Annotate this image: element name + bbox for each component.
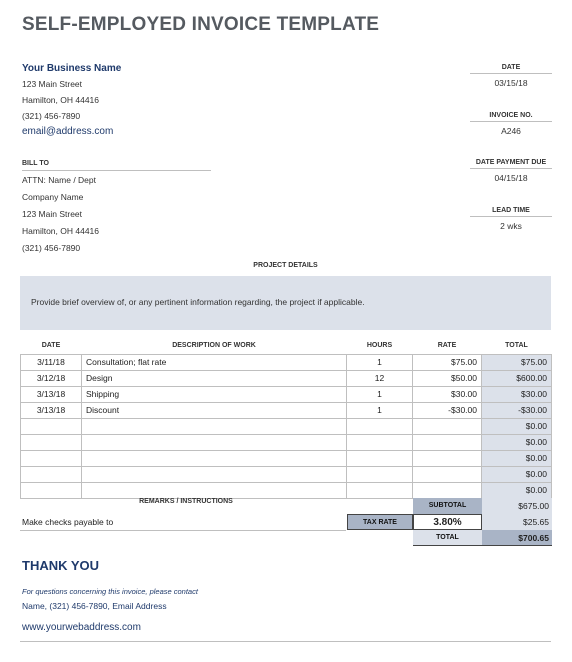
row-rate[interactable] xyxy=(413,418,482,434)
row-hours[interactable]: 1 xyxy=(347,386,413,402)
date-label: DATE xyxy=(470,62,552,74)
row-rate[interactable]: $30.00 xyxy=(413,386,482,402)
footer-divider xyxy=(20,641,551,642)
bill-to xyxy=(22,156,211,256)
col-header-rate: RATE xyxy=(437,342,457,350)
tax-rate-label: TAX RATE xyxy=(347,514,413,530)
row-description[interactable]: Shipping xyxy=(82,386,347,402)
row-hours[interactable] xyxy=(347,418,413,434)
table-row xyxy=(21,418,552,434)
bill-to-city[interactable]: Hamilton, OH 44416 xyxy=(22,226,100,236)
row-date[interactable]: 3/13/18 xyxy=(21,402,82,418)
contact-note: For questions concerning this invoice, please contact xyxy=(22,587,198,596)
row-total: $0.00 xyxy=(482,466,552,482)
row-hours[interactable] xyxy=(347,466,413,482)
table-row xyxy=(21,450,552,466)
row-rate[interactable]: $50.00 xyxy=(413,370,482,386)
date-value[interactable]: 03/15/18 xyxy=(494,78,528,88)
row-description[interactable]: Consultation; flat rate xyxy=(82,354,347,370)
bill-to-street[interactable]: 123 Main Street xyxy=(22,209,83,219)
page-title: SELF-EMPLOYED INVOICE TEMPLATE xyxy=(22,14,380,35)
row-hours[interactable] xyxy=(347,434,413,450)
row-rate[interactable] xyxy=(413,450,482,466)
tax-value: $25.65 xyxy=(482,514,552,530)
table-row xyxy=(21,466,552,482)
row-date[interactable] xyxy=(21,418,82,434)
due-date-label: DATE PAYMENT DUE xyxy=(470,157,552,169)
business-name[interactable]: Your Business Name xyxy=(22,63,122,74)
remarks-text[interactable]: Make checks payable to xyxy=(22,517,114,527)
row-description[interactable]: Design xyxy=(82,370,347,386)
business-email[interactable]: email@address.com xyxy=(22,126,114,137)
row-total: $0.00 xyxy=(482,418,552,434)
col-header-total: TOTAL xyxy=(505,342,528,350)
row-hours[interactable] xyxy=(347,482,413,498)
remarks-divider xyxy=(20,530,346,531)
business-phone[interactable]: (321) 456-7890 xyxy=(22,111,81,121)
due-date-block xyxy=(470,157,552,187)
row-hours[interactable]: 1 xyxy=(347,354,413,370)
lead-time-block xyxy=(470,205,552,235)
bill-to-company[interactable]: Company Name xyxy=(22,192,84,202)
invoice-no-block xyxy=(470,110,552,140)
row-total: $0.00 xyxy=(482,450,552,466)
row-date[interactable]: 3/11/18 xyxy=(21,354,82,370)
row-description[interactable] xyxy=(82,450,347,466)
lead-time-value[interactable]: 2 wks xyxy=(500,221,522,231)
row-total: -$30.00 xyxy=(482,402,552,418)
row-total: $75.00 xyxy=(482,354,552,370)
business-street[interactable]: 123 Main Street xyxy=(22,79,83,89)
col-header-hours: HOURS xyxy=(366,342,393,350)
tax-rate-value[interactable]: 3.80% xyxy=(413,514,482,530)
row-description[interactable]: Discount xyxy=(82,402,347,418)
bill-to-label: BILL TO xyxy=(22,156,211,171)
due-date-value[interactable]: 04/15/18 xyxy=(494,173,528,183)
website-link[interactable]: www.yourwebaddress.com xyxy=(22,622,141,633)
row-total: $0.00 xyxy=(482,434,552,450)
row-date[interactable] xyxy=(21,482,82,498)
table-row xyxy=(21,386,552,402)
bill-to-phone[interactable]: (321) 456-7890 xyxy=(22,243,81,253)
row-rate[interactable] xyxy=(413,434,482,450)
row-hours[interactable]: 1 xyxy=(347,402,413,418)
row-rate[interactable]: $75.00 xyxy=(413,354,482,370)
business-city[interactable]: Hamilton, OH 44416 xyxy=(22,95,100,105)
line-items-table xyxy=(20,338,552,499)
row-rate[interactable]: -$30.00 xyxy=(413,402,482,418)
table-row xyxy=(21,402,552,418)
row-date[interactable] xyxy=(21,466,82,482)
subtotal-value: $675.00 xyxy=(482,498,552,514)
row-description[interactable] xyxy=(82,418,347,434)
contact-info[interactable]: Name, (321) 456-7890, Email Address xyxy=(22,601,167,611)
total-value: $700.65 xyxy=(482,530,552,546)
subtotal-label: SUBTOTAL xyxy=(413,498,482,514)
row-hours[interactable] xyxy=(347,450,413,466)
invoice-no-value[interactable]: A246 xyxy=(501,126,521,136)
col-header-description: DESCRIPTION OF WORK xyxy=(172,342,256,350)
table-row xyxy=(21,434,552,450)
row-rate[interactable] xyxy=(413,482,482,498)
row-total: $600.00 xyxy=(482,370,552,386)
row-date[interactable]: 3/13/18 xyxy=(21,386,82,402)
row-date[interactable]: 3/12/18 xyxy=(21,370,82,386)
date-block xyxy=(470,62,552,92)
row-total: $30.00 xyxy=(482,386,552,402)
row-date[interactable] xyxy=(21,450,82,466)
table-row xyxy=(21,370,552,386)
row-date[interactable] xyxy=(21,434,82,450)
row-description[interactable] xyxy=(82,466,347,482)
table-row xyxy=(21,482,552,498)
lead-time-label: LEAD TIME xyxy=(470,205,552,217)
row-rate[interactable] xyxy=(413,466,482,482)
row-description[interactable] xyxy=(82,482,347,498)
total-label: TOTAL xyxy=(413,530,482,546)
invoice-no-label: INVOICE NO. xyxy=(470,110,552,122)
thank-you-heading: THANK YOU xyxy=(22,558,100,573)
row-total: $0.00 xyxy=(482,482,552,498)
project-details-label: PROJECT DETAILS xyxy=(253,262,318,269)
remarks-label: REMARKS / INSTRUCTIONS xyxy=(139,498,233,505)
project-details-text[interactable]: Provide brief overview of, or any pertinent information regarding, the project if applicable. xyxy=(20,276,551,330)
bill-to-attn[interactable]: ATTN: Name / Dept xyxy=(22,175,96,185)
col-header-date: DATE xyxy=(41,342,61,350)
row-description[interactable] xyxy=(82,434,347,450)
business-info xyxy=(22,62,222,140)
table-row xyxy=(21,354,552,370)
row-hours[interactable]: 12 xyxy=(347,370,413,386)
